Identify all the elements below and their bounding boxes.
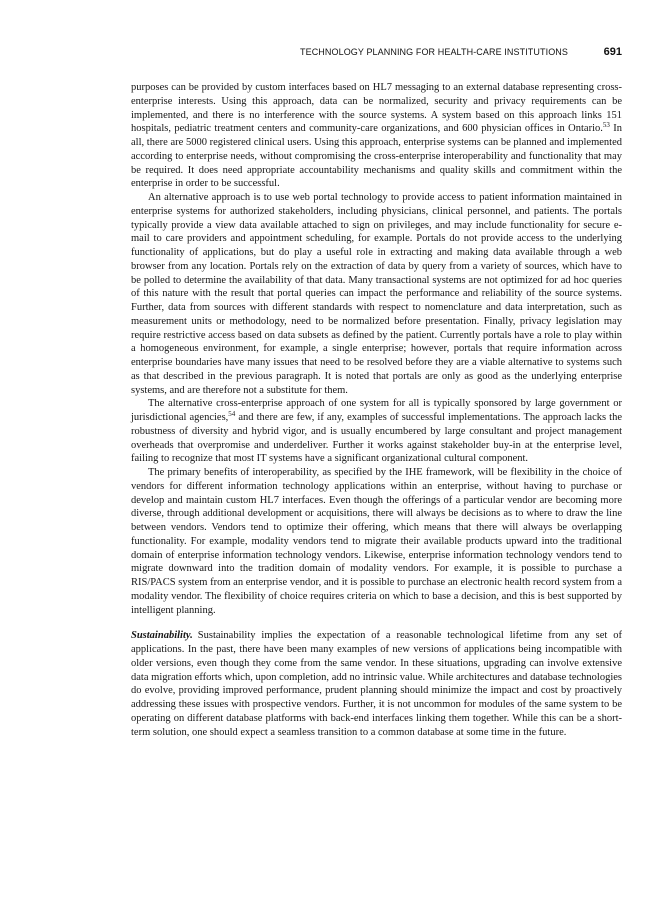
- paragraph-text: An alternative approach is to use web portal technology to provide access to patient information maintained in enterprise systems for authorized stakeholders, including physicians, clinical personnel, and patients. The portals typically provide a view data available attached to sign on privileges, and may include functionality for secure e-mail to care providers and appointment scheduling, for example. Portals do not provide access to the underlying functionality of applications, but do play a useful role in extracting and making data available through a web browser from any location. Portals rely on the extraction of data by query from a variety of sources, which have to be polled to determine the availability of that data. Many transactional systems are not optimized for ad hoc queries of this nature with the result that portal queries can impact the performance and reliability of the source systems. Further, data from sources with different standards with respect to nomenclature and data interpretation, such as measurement units or methodology, need to be normalized before presentation. Finally, privacy legislation may require restrictive access based on data subsets as defined by the patient. Currently portals have a role to play within a homogeneous environment, for example, a single enterprise; however, portals that require information across enterprise boundaries have many issues that need to be resolved before they are a viable alternative to systems such as that described in the previous paragraph. It is noted that portals are only as good as the underlying enterprise systems, and are therefore not a substitute for them.: [131, 192, 622, 396]
- paragraph-text: purposes can be provided by custom interfaces based on HL7 messaging to an external database representing cross-enterprise interests. Using this approach, data can be normalized, security and privacy requirements can be implemented, and there is no interference with the source systems. A system based on this approach links 151 hospitals, pediatric treatment centers and community-care organizations, and 600 physician offices in Ontario.: [131, 82, 622, 135]
- paragraph: [131, 191, 622, 397]
- paragraph: [131, 466, 622, 617]
- section-heading: Sustainability.: [131, 630, 193, 642]
- running-title: TECHNOLOGY PLANNING FOR HEALTH-CARE INSTITUTIONS: [300, 47, 568, 57]
- paragraph: [131, 81, 622, 191]
- paragraph-text: and there are few, if any, examples of successful implementations. The approach lacks the robustness of diversity and hybrid vigor, and is usually encumbered by large consultant and project management overheads that overpromise and underdeliver. Further it works against stakeholder buy-in at the enterprise level, failing to recognize that most IT systems have a significant organizational cultural component.: [131, 412, 622, 465]
- paragraph-text: Sustainability implies the expectation of a reasonable technological lifetime from any set of applications. In the past, there have been many examples of new versions of applications being incompatible with older versions, even though they come from the same vendor. In these situations, upgrading can involve extensive data migration efforts which, upon completion, add no intrinsic value. While architectures and database technologies do evolve, providing improved performance, prudent planning should minimize the impact and cost by proactively addressing these issues with prospective vendors. Further, it is not uncommon for modules of the same system to be operating on different database platforms with back-end interfaces linking them together. While this can be a short-term solution, one should expect a seamless transition to a common database at some time in the future.: [131, 630, 622, 738]
- citation-superscript: 54: [228, 410, 236, 418]
- section-paragraph: [131, 629, 622, 739]
- paragraph-text: In all, there are 5000 registered clinical users. Using this approach, enterprise systems can be planned and implemented according to enterprise needs, without compromising the cross-enterprise interoperability and functionality that may be required. It does need appropriate accountability mechanisms and quality skills and commitment within the enterprise in order to be successful.: [131, 123, 622, 190]
- paragraph: [131, 397, 622, 466]
- paragraph-text: The primary benefits of interoperability, as specified by the IHE framework, will be flexibility in the choice of vendors for different information technology applications within an enterprise, without having to purchase or develop and maintain custom HL7 interfaces. Even though the offerings of a particular vendor are becoming more diverse, through additional development or acquisitions, there will always be decisions as to where to draw the line between vendors. Vendors tend to optimize their offering, which means that there will always be overlapping functionality. For example, modality vendors tend to migrate their available products upward into the traditional domain of enterprise information technology vendors. Likewise, enterprise information technology vendors tend to migrate downward into the tradition domain of modality vendors. For example, it is possible to purchase a RIS/PACS system from an enterprise vendor, and it is possible to purchase an electronic health record system from a modality vendor. The flexibility of choice requires criteria on which to base a decision, and this is best supported by intelligent planning.: [131, 467, 622, 616]
- body-text: [131, 81, 622, 739]
- paragraph-text: The alternative cross-enterprise approach of one system for all is typically sponsored by large government or jurisdictional agencies,: [131, 398, 622, 423]
- page-header: [131, 47, 622, 61]
- citation-superscript: 53: [602, 121, 610, 130]
- page-number: 691: [603, 46, 622, 58]
